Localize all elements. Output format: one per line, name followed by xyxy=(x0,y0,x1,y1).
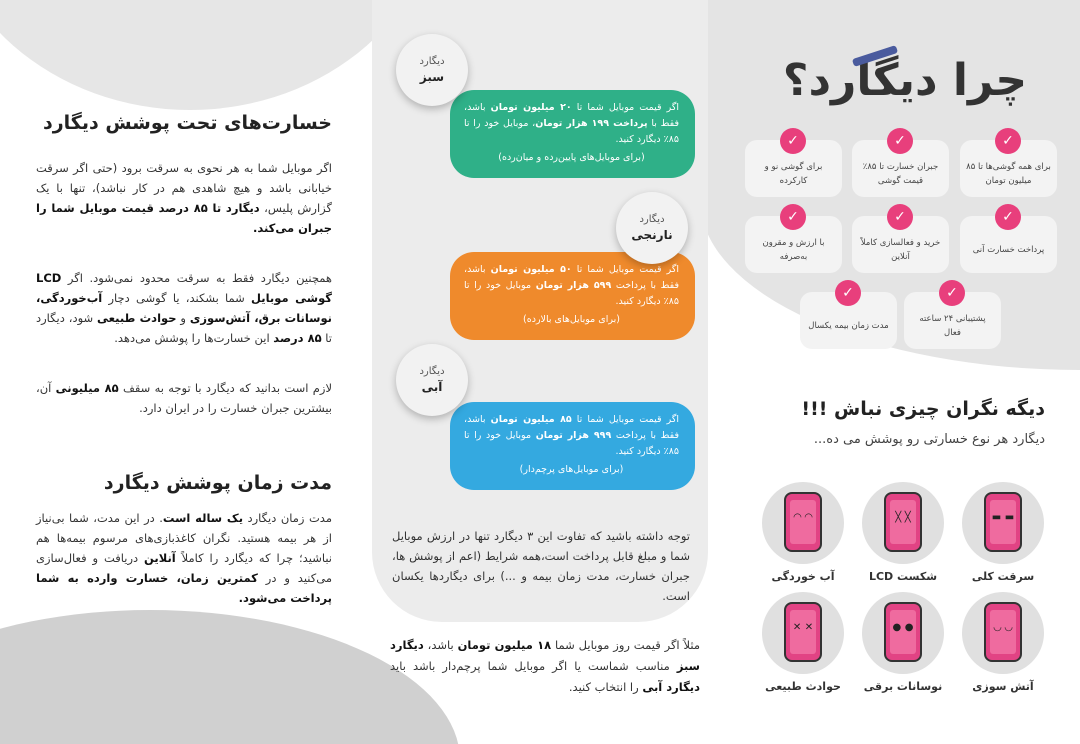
coverage-duration-heading: مدت زمان پوشش دیگارد xyxy=(103,472,332,494)
plan-card-green: اگر قیمت موبایل شما تا ۲۰ میلیون تومان باشد، فقط با پرداخت ۱۹۹ هزار تومان، موبایل خود را تا ۸۵٪ دیگارد کنید. (برای موبایل‌های پایین‌رده و میان‌رده) xyxy=(450,90,695,178)
dizzy-phone-icon: ✕ ✕ xyxy=(762,592,844,674)
check-icon: ✓ xyxy=(887,204,913,230)
example-text: مثلاً اگر قیمت روز موبایل شما ۱۸ میلیون تومان باشد، دیگارد سبز مناسب شماست یا اگر موبایل شما پرچم‌دار باشد باید دیگارد آبی را انتخاب کنید. xyxy=(390,638,700,694)
plan-card-orange: اگر قیمت موبایل شما تا ۵۰ میلیون تومان باشد، فقط با پرداخت ۵۹۹ هزار تومان موبایل خود را تا ۸۵٪ دیگارد کنید. (برای موبایل‌های بالارده) xyxy=(450,252,695,340)
check-icon: ✓ xyxy=(780,128,806,154)
covered-damages-heading: خسارت‌های تحت پوشش دیگارد xyxy=(42,112,332,134)
plan-note: (برای موبایل‌های پایین‌رده و میان‌رده) xyxy=(498,152,645,163)
plan-note: (برای موبایل‌های پرچم‌دار) xyxy=(519,464,624,475)
plan-card-blue: اگر قیمت موبایل شما تا ۸۵ میلیون تومان باشد، فقط با پرداخت ۹۹۹ هزار تومان موبایل خود را تا ۸۵٪ دیگارد کنید. (برای موبایل‌های پرچم‌دار) xyxy=(450,402,695,490)
check-icon: ✓ xyxy=(939,280,965,306)
risk-natural: ✕ ✕ حوادث طبیعی xyxy=(762,592,844,693)
check-icon: ✓ xyxy=(995,204,1021,230)
worry-free-subtitle: دیگارد هر نوع خسارتی رو پوشش می ده... xyxy=(813,432,1045,447)
risk-power: ● ● نوسانات برقی xyxy=(862,592,944,693)
check-icon: ✓ xyxy=(887,128,913,154)
feature-compensation: جبران خسارت تا ۸۵٪ قیمت گوشی xyxy=(852,140,949,197)
badge-green: دیگارد سبز xyxy=(396,34,468,106)
feature-one-year: مدت زمان بیمه یکسال xyxy=(800,292,897,349)
check-icon: ✓ xyxy=(835,280,861,306)
risk-lcd: ╳ ╳ شکست LCD xyxy=(862,482,944,583)
shocked-phone-icon: ● ● xyxy=(862,592,944,674)
check-icon: ✓ xyxy=(780,204,806,230)
risk-fire: ◡ ◡ آتش سوزی xyxy=(962,592,1044,693)
broken-phone-icon: ╳ ╳ xyxy=(862,482,944,564)
badge-orange: دیگارد نارنجی xyxy=(616,192,688,264)
wet-phone-icon: ◠ ◠ xyxy=(762,482,844,564)
feature-affordable: با ارزش و مقرون به‌صرفه xyxy=(745,216,842,273)
feature-instant-payout: پرداخت خسارت آنی xyxy=(960,216,1057,273)
paragraph-duration: مدت زمان دیگارد یک ساله است. در این مدت، شما بی‌نیاز از هر بیمه هستید. نگران کاغذبازی‌های مرسوم بیمه‌ها هم نباشید؛ چرا که دیگارد را کاملاً آنلاین دریافت و فعال‌سازی می‌کنید و در کمترین زمان، خسارت وارده به شما پرداخت می‌شود. xyxy=(36,511,333,605)
burning-phone-icon: ◡ ◡ xyxy=(962,592,1044,674)
check-icon: ✓ xyxy=(995,128,1021,154)
paragraph-cap: لازم است بدانید که دیگارد با توجه به سقف ۸۵ میلیونی آن، بیشترین جبران خسارت را در ایران دارد. xyxy=(36,381,333,415)
phone-thief-icon: ▬ ▬ xyxy=(962,482,1044,564)
risk-theft: ▬ ▬ سرقت کلی xyxy=(962,482,1044,583)
plans-note-text: توجه داشته باشید که تفاوت این ۳ دیگارد تنها در ارزش موبایل شما و مبلغ قابل پرداخت است،همه شرایط (اعم از پوشش ها، جبران خسارت، مدت زمان بیمه و ...) برای دیگاردها یکسان است. xyxy=(392,529,690,603)
feature-all-phones: برای همه گوشی‌ها تا ۸۵ میلیون تومان xyxy=(960,140,1057,197)
paragraph-theft: اگر موبایل شما به هر نحوی به سرقت برود (حتی اگر سرقت خیابانی باشد و هیچ شاهدی هم در کار نباشد)، تنها با یک گزارش پلیس، دیگارد تا ۸۵ درصد قیمت موبایل شما را جبران می‌کند. xyxy=(36,161,332,235)
badge-blue: دیگارد آبی xyxy=(396,344,468,416)
feature-support: پشتیبانی ۲۴ ساعته فعال xyxy=(904,292,1001,349)
worry-free-heading: دیگه نگران چیزی نباش !!! xyxy=(801,398,1045,420)
feature-online: خرید و فعالسازی کاملاً آنلاین xyxy=(852,216,949,273)
feature-new-used: برای گوشی نو و کارکرده xyxy=(745,140,842,197)
brand-logo: چرا دیگارد؟ xyxy=(782,55,1028,106)
plan-note: (برای موبایل‌های بالارده) xyxy=(523,314,620,325)
paragraph-coverage: همچنین دیگارد فقط به سرقت محدود نمی‌شود. اگر LCD گوشی موبایل شما بشکند، یا گوشی دچار آب‌خوردگی، نوسانات برق، آتش‌سوزی و حوادث طبیعی شود، دیگارد تا ۸۵ درصد این خسارت‌ها را پوشش می‌دهد. xyxy=(36,271,332,345)
risk-water: ◠ ◠ آب خوردگی xyxy=(762,482,844,583)
